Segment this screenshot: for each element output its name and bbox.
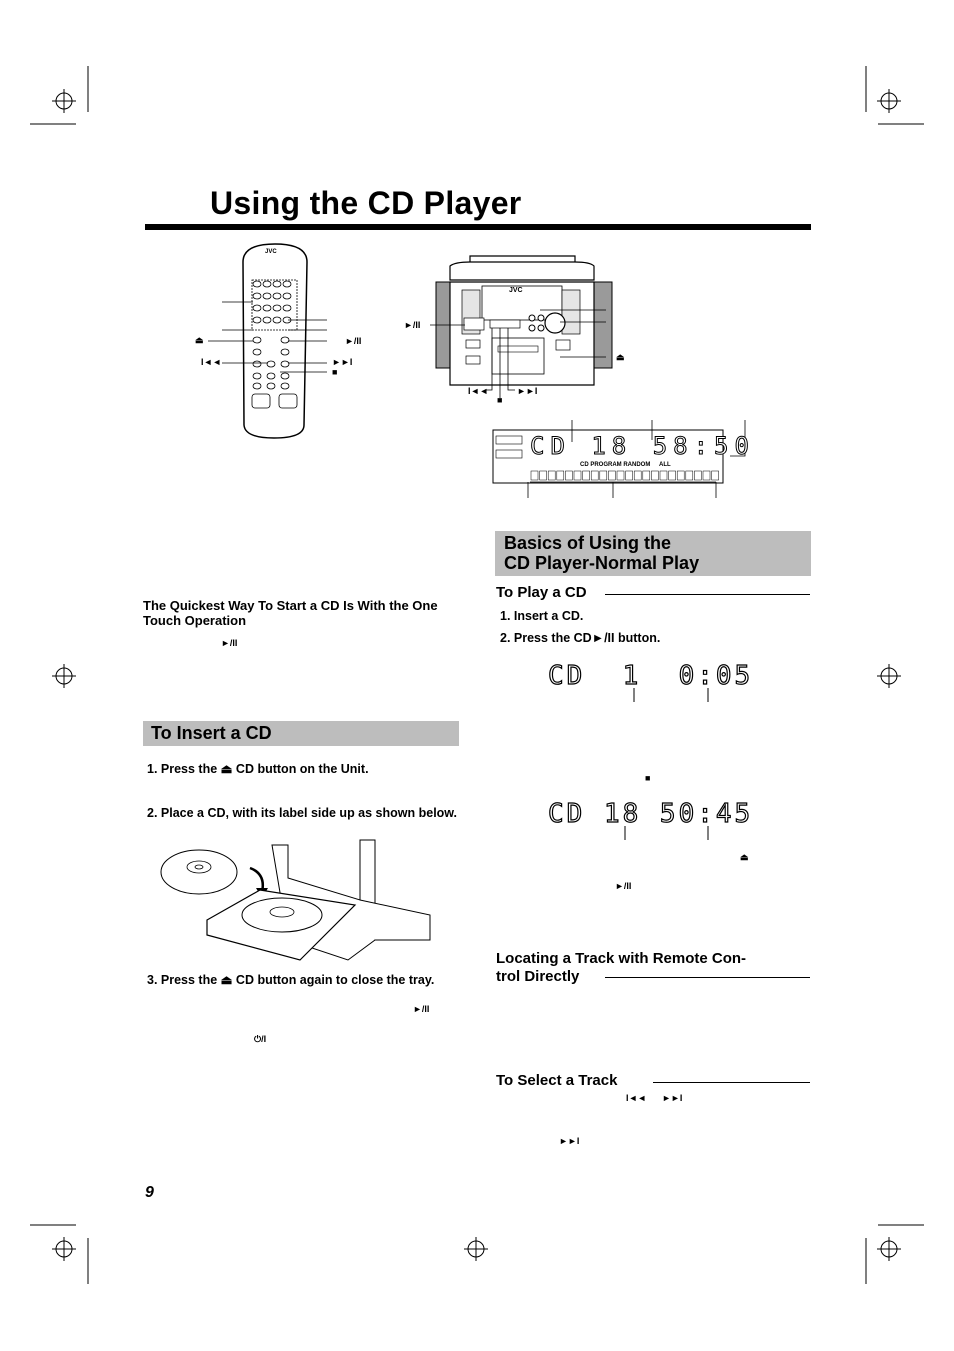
play-cd-step2: 2. Press the CD►/II button. bbox=[500, 631, 661, 645]
display-indicators: CD PROGRAM RANDOM bbox=[580, 462, 651, 468]
quick-play-pause-icon: ►/II bbox=[221, 638, 238, 648]
page-title: Using the CD Player bbox=[210, 185, 522, 221]
remote-prev-icon: I◄◄ bbox=[201, 357, 222, 367]
unit-brand: JVC bbox=[509, 287, 523, 294]
insert-step1: 1. Press the ⏏ CD button on the Unit. bbox=[147, 762, 369, 776]
unit-play-pause-icon: ►/II bbox=[404, 320, 421, 330]
insert-step2: 2. Place a CD, with its label side up as shown below. bbox=[147, 806, 458, 820]
play-eject-icon: ⏏ bbox=[740, 852, 749, 862]
insert-play-pause-icon: ►/II bbox=[413, 1004, 430, 1014]
remote-stop-icon: ■ bbox=[332, 367, 338, 377]
insert-step3: 3. Press the ⏏ CD button again to close the tray. bbox=[147, 973, 435, 987]
basics-heading-line1: Basics of Using the bbox=[504, 533, 672, 553]
play-display-start: CD 1 0:05 bbox=[548, 661, 754, 691]
insert-power-icon: ⏻/I bbox=[254, 1034, 267, 1044]
unit-prev-icon: I◄◄ bbox=[468, 386, 489, 396]
remote-eject-icon: ⏏ bbox=[195, 335, 204, 345]
unit-eject-icon: ⏏ bbox=[616, 352, 625, 362]
quick-start-heading: The Quickest Way To Start a CD Is With the One Touch Operation bbox=[143, 598, 438, 628]
basics-heading-line2: CD Player-Normal Play bbox=[504, 553, 700, 573]
select-prev-icon: I◄◄ bbox=[626, 1093, 647, 1103]
display-repeat-all: ALL bbox=[659, 462, 671, 468]
select-track-heading: To Select a Track bbox=[496, 1072, 618, 1089]
remote-next-icon: ►►I bbox=[332, 357, 353, 367]
insert-cd-heading: To Insert a CD bbox=[151, 723, 272, 743]
page-number: 9 bbox=[145, 1184, 154, 1201]
play-cd-step1: 1. Insert a CD. bbox=[500, 609, 584, 623]
locating-heading-line2: trol Directly bbox=[496, 968, 580, 985]
select-next-icon: ►►I bbox=[662, 1093, 683, 1103]
play-display-total: CD 18 50:45 bbox=[548, 799, 754, 829]
unit-stop-icon: ■ bbox=[497, 395, 503, 405]
play-cd-heading: To Play a CD bbox=[496, 584, 587, 601]
play-stop-icon: ■ bbox=[645, 773, 651, 783]
unit-next-icon: ►►I bbox=[517, 386, 538, 396]
play-play-pause-icon: ►/II bbox=[615, 881, 632, 891]
select-next-icon-2: ►►I bbox=[559, 1136, 580, 1146]
display-lcd-readout: CD 18 58:50 bbox=[530, 432, 755, 460]
remote-play-pause-icon: ►/II bbox=[345, 336, 362, 346]
locating-heading-line1: Locating a Track with Remote Con- bbox=[496, 950, 747, 967]
remote-brand: JVC bbox=[265, 249, 277, 255]
